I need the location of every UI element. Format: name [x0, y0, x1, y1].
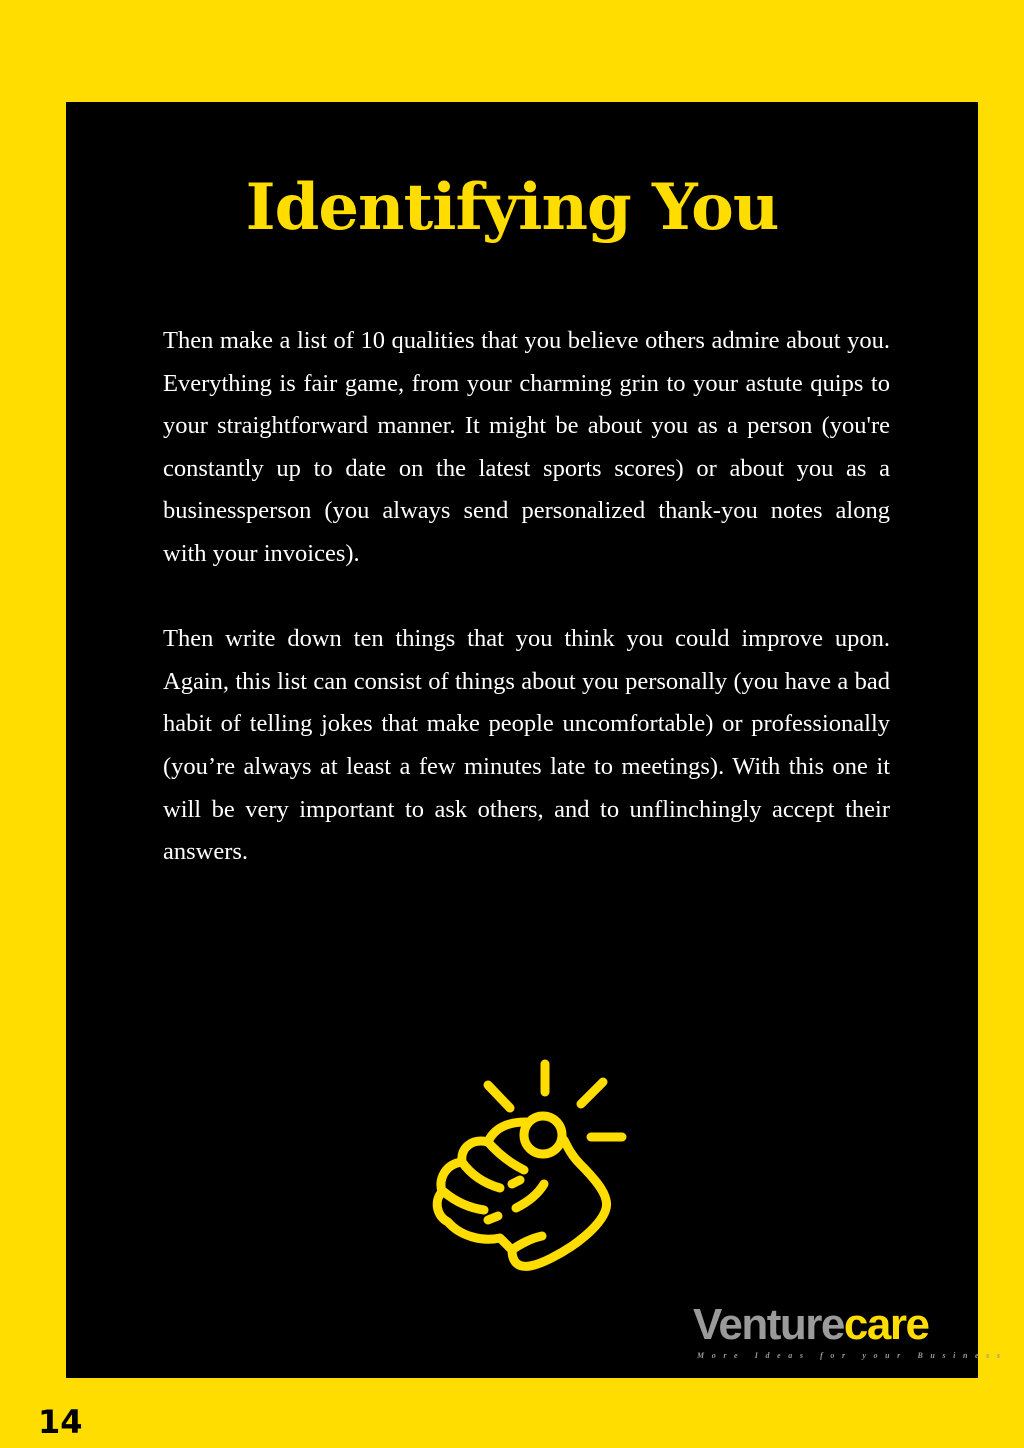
- logo-tagline: More Ideas for your Business: [697, 1351, 1008, 1360]
- venturecare-logo: [685, 1275, 1008, 1378]
- page-title: Identifying You: [245, 170, 779, 245]
- paragraph-improvements: Then write down ten things that you think you could improve upon. Again, this list can consist of things about you personally (you have a bad habit of telling jokes that make people uncomfortable) or professionally (you’re always at least a few minutes late to meetings). With this one it will be very important to ask others, and to unflinchingly accept their answers.: [163, 625, 890, 866]
- logo-wordmark: [693, 1299, 928, 1351]
- logo-brand-venture: Venture: [693, 1300, 844, 1349]
- pointing-hand-icon: [420, 1052, 640, 1282]
- logo-brand-care: care: [843, 1300, 929, 1349]
- body-text: [163, 320, 890, 874]
- paragraph-qualities: Then make a list of 10 qualities that you believe others admire about you. Everything is fair game, from your charming grin to your astute quips to your straightforward manner. It might be about you as a person (you're constantly up to date on the latest sports scores) or about you as a businessperson (you always send personalized thank-you notes along with your invoices).: [163, 327, 890, 567]
- page-number: 14: [38, 1403, 83, 1441]
